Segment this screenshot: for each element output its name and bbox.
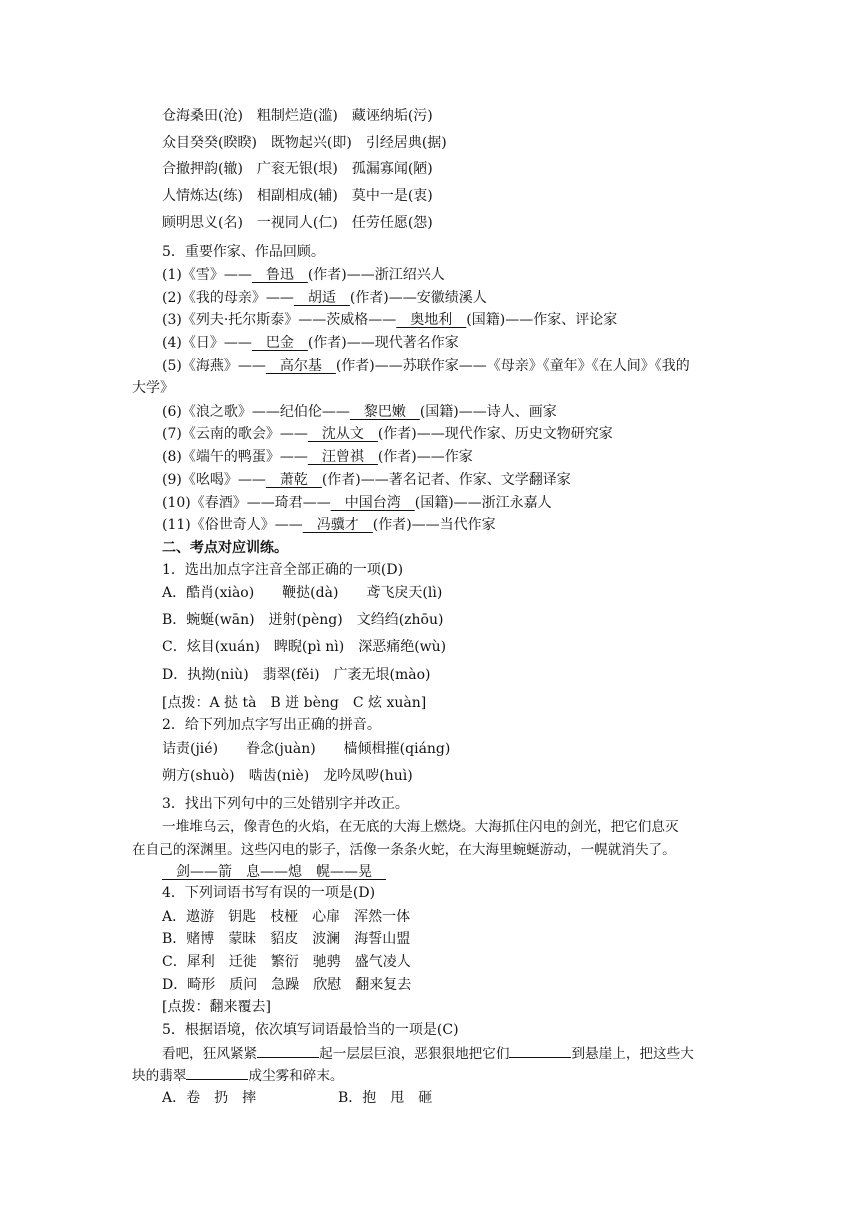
option: C．犀利 迁徙 繁衍 驰骋 盛气凌人 xyxy=(162,954,411,970)
fill-blank xyxy=(257,1043,319,1058)
passage-line: 一堆堆乌云，像青色的火焰，在无底的大海上燃烧。大海抓住闪电的剑光，把它们息灭 xyxy=(162,819,679,835)
hint: [点拨：A 挞 tà B 迸 bèng C 炫 xuàn] xyxy=(162,695,427,711)
author-item-continuation: 大学》 xyxy=(132,380,174,396)
idiom-line: 顾明思义(名) 一视同人(仁) 任劳任愿(怨) xyxy=(162,215,433,231)
passage-line: 在自己的深渊里。这些闪电的影子，活像一条条火蛇，在大海里蜿蜒游动，一幌就消失了。 xyxy=(132,842,676,858)
author-item: (1)《雪》—— 鲁迅 (作者)——浙江绍兴人 xyxy=(162,267,445,283)
option: D．执拗(niù) 翡翠(fěi) 广袤无垠(mào) xyxy=(162,667,431,683)
author-item: (10)《春酒》——琦君—— 中国台湾 (国籍)——浙江永嘉人 xyxy=(162,495,552,511)
option: B．蜿蜒(wān) 迸射(pèng) 文绉绉(zhōu) xyxy=(162,612,444,628)
option: A．酷肖(xiào) 鞭挞(dà) 鸢飞戾天(lì) xyxy=(162,585,443,601)
answer-row: 朔方(shuò) 啮齿(niè) 龙吟凤哕(huì) xyxy=(162,768,413,784)
fill-blank xyxy=(509,1043,571,1058)
author-item: (7)《云南的歌会》—— 沈从文 (作者)——现代作家、历史文物研究家 xyxy=(162,426,613,442)
answer: 高尔基 xyxy=(265,358,336,374)
answer: 巴金 xyxy=(251,335,308,351)
answer: 鲁迅 xyxy=(251,267,308,283)
option: C．炫目(xuán) 睥睨(pì nì) 深恶痛绝(wù) xyxy=(162,639,447,655)
author-item: (2)《我的母亲》—— 胡适 (作者)——安徽绩溪人 xyxy=(162,290,487,306)
idiom-line: 合撤押韵(辙) 广衮无银(垠) 孤漏寡闻(陋) xyxy=(162,161,433,177)
section-heading: 二、考点对应训练。 xyxy=(162,540,288,556)
question-stem: 3．找出下列句中的三处错别字并改正。 xyxy=(162,796,409,812)
question-stem: 5．根据语境，依次填写词语最恰当的一项是(C) xyxy=(162,1022,459,1038)
author-item: (11)《俗世奇人》—— 冯骥才 (作者)——当代作家 xyxy=(162,517,496,533)
idiom-line: 众目癸癸(睽睽) 既物起兴(即) 引经居典(据) xyxy=(162,135,447,151)
answer: 胡适 xyxy=(293,290,350,306)
author-item: (6)《浪之歌》——纪伯伦—— 黎巴嫩 (国籍)——诗人、画家 xyxy=(162,404,557,420)
answer: 中国台湾 xyxy=(330,495,415,511)
author-item: (3)《列夫·托尔斯泰》——茨威格—— 奥地利 (国籍)——作家、评论家 xyxy=(162,312,618,328)
passage-line: 看吧，狂风紧紧 起一层层巨浪，恶狠狠地把它们 到悬崖上，把这些大 xyxy=(162,1043,694,1064)
option: B．抱 甩 砸 xyxy=(338,1090,433,1106)
answer-row: 诘责(jié) 眷念(juàn) 樯倾楫摧(qiáng) xyxy=(162,741,451,757)
option: D．畸形 质问 急躁 欣慰 翻来复去 xyxy=(162,977,412,993)
option: B．赌博 蒙昧 貂皮 波澜 海誓山盟 xyxy=(162,931,411,947)
passage-line: 块的翡翠 成尘雾和碎末。 xyxy=(132,1065,344,1086)
author-item: (8)《端午的鸭蛋》—— 汪曾祺 (作者)——作家 xyxy=(162,449,473,465)
author-item: (5)《海燕》—— 高尔基 (作者)——苏联作家——《母亲》《童年》《在人间》《我的 xyxy=(162,358,690,374)
question-stem: 4．下列词语书写有误的一项是(D) xyxy=(162,885,376,901)
idiom-line: 人情炼达(练) 相副相成(辅) 莫中一是(衷) xyxy=(162,188,433,204)
section-title: 5．重要作家、作品回顾。 xyxy=(162,244,325,260)
answer: 汪曾祺 xyxy=(307,449,378,465)
fill-blank xyxy=(186,1065,248,1080)
answer: 奥地利 xyxy=(396,312,467,328)
idiom-line: 仓海桑田(沧) 粗制烂造(滥) 藏诬纳垢(污) xyxy=(162,108,433,124)
answer: 萧乾 xyxy=(265,472,322,488)
question-stem: 1．选出加点字注音全部正确的一项(D) xyxy=(162,562,404,578)
answer: 黎巴嫩 xyxy=(349,404,420,420)
answer: 沈从文 xyxy=(307,426,378,442)
correction-answer: 剑——箭 息——熄 幌——晃 xyxy=(162,864,386,880)
author-item: (9)《吆喝》—— 萧乾 (作者)——著名记者、作家、文学翻译家 xyxy=(162,472,571,488)
hint: [点拨：翻来覆去] xyxy=(162,999,271,1015)
option: A．遨游 钥匙 枝桠 心扉 浑然一体 xyxy=(162,909,411,925)
option: A．卷 扔 摔 xyxy=(162,1090,257,1106)
author-item: (4)《日》—— 巴金 (作者)——现代著名作家 xyxy=(162,335,459,351)
answer: 冯骥才 xyxy=(302,517,373,533)
question-stem: 2．给下列加点字写出正确的拼音。 xyxy=(162,717,381,733)
